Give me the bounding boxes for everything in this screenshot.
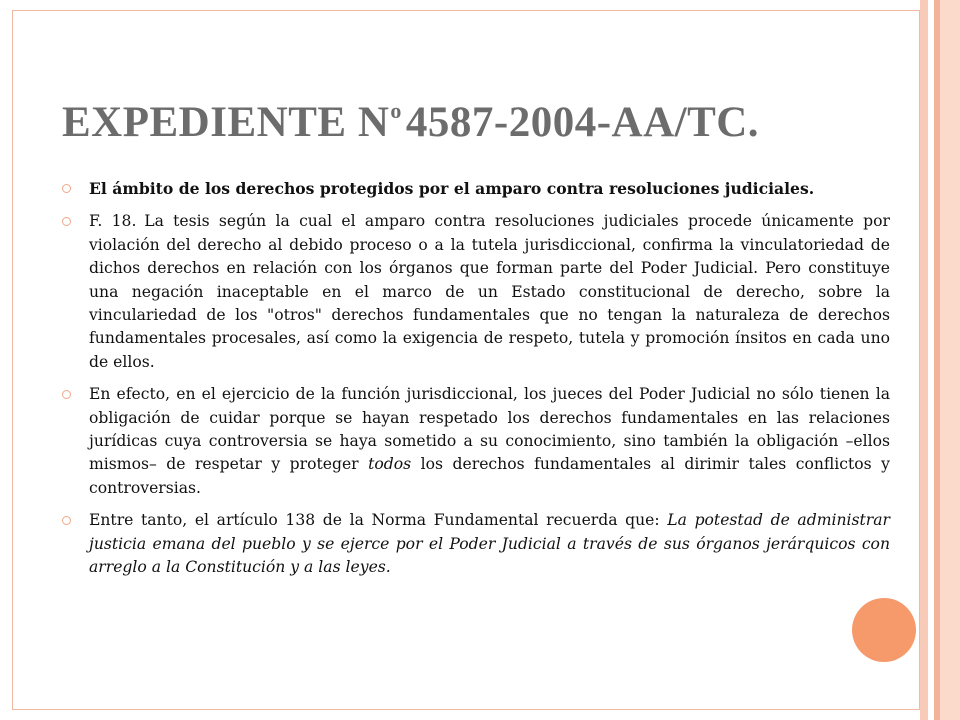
bullet-text: El ámbito de los derechos protegidos por el amparo contra resoluciones judiciales. xyxy=(89,179,815,198)
bullet-list xyxy=(62,177,890,589)
bullet-quote: La potestad de administrar justicia emana del pueblo y se ejerce por el Poder Judicial a través de sus órganos jerárquicos con arreglo a la Constitución y a las leyes. xyxy=(89,511,890,577)
slide-title xyxy=(62,98,759,147)
bullet-item xyxy=(62,210,890,374)
bullet-text: Entre tanto, el artículo 138 de la Norma Fundamental recuerda que: xyxy=(89,511,660,530)
bullet-emphasis: todos xyxy=(368,455,412,474)
bullet-item xyxy=(62,383,890,500)
bullet-ring-icon xyxy=(62,184,71,193)
decor-stripe xyxy=(920,0,928,720)
bullet-text: En efecto, en el ejercicio de la función jurisdiccional, los jueces del Poder Judicial no sólo tienen la obligación de cuidar porque se hayan respetado los derechos fundamentales en las relaciones jurídicas cuya controversia se haya sometido a su conocimiento, sino también la obligación –ellos mismos– de respetar y proteger xyxy=(89,385,890,474)
title-rest: 4587-2004-AA/TC. xyxy=(405,99,760,146)
bullet-lead: F. 18. xyxy=(89,212,137,231)
bullet-ring-icon xyxy=(62,217,71,226)
bullet-ring-icon xyxy=(62,516,71,525)
bullet-text: La tesis según la cual el amparo contra resoluciones judiciales procede únicamente por violación del derecho al debido proceso o a la tutela jurisdiccional, confirma la vinculatoriedad de dichos derechos en relación con los órganos que forman parte del Poder Judicial. Pero constituye una negación inaceptable en el marco de un Estado constitucional de derecho, sobre la vinculariedad de los "otros" derechos fundamentales que no tengan la naturaleza de derechos fundamentales procesales, así como la exigencia de respeto, tutela y promoción ínsitos en cada uno de ellos. xyxy=(89,212,890,371)
decor-orange-circle xyxy=(852,598,916,662)
bullet-item xyxy=(62,177,890,201)
bullet-item xyxy=(62,509,890,579)
decor-stripe xyxy=(940,0,960,720)
title-superscript: o xyxy=(390,98,402,123)
title-main: EXPEDIENTE N xyxy=(62,99,390,146)
bullet-ring-icon xyxy=(62,390,71,399)
bullet-text: los derechos fundamentales al dirimir tales conflictos y controversias. xyxy=(89,455,890,497)
